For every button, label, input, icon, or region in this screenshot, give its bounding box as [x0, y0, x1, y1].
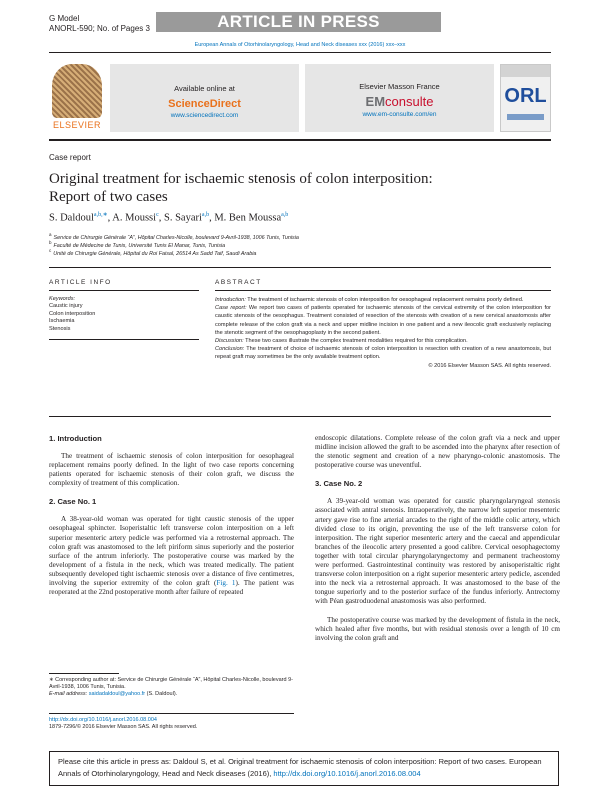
- abstract-body: [215, 296, 551, 370]
- sciencedirect-link[interactable]: www.sciencedirect.com: [170, 112, 239, 119]
- em-consulte-logo: [305, 94, 494, 109]
- doi-link[interactable]: http://dx.doi.org/10.1016/j.anorl.2016.08.004: [49, 717, 157, 723]
- elsevier-tree-icon: [52, 64, 102, 118]
- author-list: [49, 211, 288, 224]
- author-separator: ,: [158, 212, 164, 224]
- email-link[interactable]: saidadaldoul@yahoo.fr: [88, 691, 146, 697]
- abstract-introduction-label: Introduction:: [215, 297, 246, 303]
- section-case1-title: 2. Case No. 1: [49, 497, 97, 507]
- author-4[interactable]: M. Ben Moussa: [214, 212, 282, 224]
- consulte-logo-part: consulte: [385, 94, 434, 109]
- affiliation-a-text: Service de Chirurgie Générale “A”, Hôpital Charles-Nicolle, boulevard 9-Avril-1938, 1006 Tunis, Tunisia: [53, 234, 299, 241]
- elsevier-wordmark: ELSEVIER: [52, 120, 102, 130]
- model-label: G Model: [49, 14, 80, 23]
- sciencedirect-logo: ScienceDirect: [168, 98, 241, 110]
- author-3[interactable]: S. Sayari: [163, 212, 202, 224]
- corresponding-author-footnote: [49, 677, 294, 698]
- sciencedirect-box: [110, 64, 299, 132]
- case1-text-a: A 38-year-old woman was operated for tight caustic stenosis of the upper oesophageal sphincter. Isoperistaltic left transverse colon interposition on a left superior mesenteric artery pedicle was performed via a retrosternal approach. The colon graft was anastomosed to the left piriform sinus superiorly and the posterior surface of the antrum inferiorly. The postoperative course was marked by the development of a fistula in the neck, which was treated medically. The patient subsequently developed tight ischaemic stenosis over a distance of five centimetres, involving the superior extremity of the colon graft (: [49, 515, 294, 588]
- abstract-conclusion-text: The treatment of choice of ischaemic stenosis of colon interposition is resection with creation of a new anastomosis, but repeat graft may sometimes be the only available treatment option.: [215, 346, 552, 361]
- author-4-affil[interactable]: a,b: [281, 212, 289, 218]
- case1-continuation: endoscopic dilatations. Complete release of the colon graft via a neck and upper midline incision allowed the graft to be ascended into the pharynx after resection of the stenotic segment and creation of a new pharyngo-colonic anastomosis. The postoperative course was uneventful.: [315, 434, 560, 470]
- title-line-2: Report of two cases: [49, 189, 168, 205]
- case2-paragraph-2: The postoperative course was marked by the development of fistula in the neck, which healed after five months, but with residual stenosis over a length of 10 cm involving the colon graft and: [315, 615, 560, 642]
- abstract-top-rule: [215, 290, 551, 291]
- orl-logo: ORL: [504, 85, 547, 107]
- abstract-bottom-rule: [49, 416, 551, 417]
- em-logo-part: EM: [365, 94, 386, 109]
- keyword-1: Caustic injury: [49, 303, 83, 310]
- em-consulte-link[interactable]: www.em-consulte.com/en: [362, 111, 437, 118]
- abstract-case-report-label: Case report:: [215, 305, 247, 312]
- manuscript-meta: [49, 14, 150, 34]
- affiliation-b-text: Faculté de Médecine de Tunis, Université Tunis El Manar, Tunis, Tunisia: [53, 242, 226, 249]
- abstract-conclusion-label: Conclusion:: [215, 346, 245, 353]
- email-line: [49, 691, 294, 698]
- publisher-name: Elsevier Masson France: [359, 82, 440, 91]
- citation-doi-link[interactable]: http://dx.doi.org/10.1016/j.anorl.2016.08.004: [273, 769, 421, 778]
- author-separator: ,: [107, 212, 113, 224]
- masthead-rule: [49, 139, 551, 141]
- keyword-3: Ischaemia: [49, 318, 75, 325]
- keywords-block: [49, 296, 199, 333]
- case2-paragraph-1: A 39-year-old woman was operated for caustic pharyngolaryngeal stenosis associated with antral stenosis. Intraoperatively, the narrow left superior mesenteric artery gave rise to fine arterial arcades to the right of the middle colic artery, which divided close to its origin, preventing the use of the left transverse colon for interposition. The right superior mesenteric artery and the caecal and appendicular branches of the ileocolic artery presented a good calibre. Cervical oesophagectomy together with total circular pharyngolaryngectomy and permanent tracheostomy were performed. Gastrointestinal continuity was restored by anisoperistaltic right transverse colon interposition on a right superior mesenteric artery pedicle, ascended into the neck via a retrosternal approach. It was anastomosed to the base of the tongue superiorly and to the posterior surface of the fundus inferiorly. Antrectomy with Péan gastroduodenal anastomosis was also performed.: [315, 497, 560, 606]
- cover-bar: [507, 114, 544, 120]
- author-separator: ,: [209, 212, 215, 224]
- keyword-2: Colon interposition: [49, 310, 96, 317]
- keywords-label: Keywords:: [49, 296, 76, 302]
- introduction-paragraph: The treatment of ischaemic stenosis of colon interposition for oesophageal replacement remains poorly defined. In the light of two case reports concerning patients operated for ischaemic stenosis of their colon graft, we discuss the complexity of treatment of this complication.: [49, 452, 294, 488]
- doi-block: [49, 717, 294, 731]
- manuscript-id-line: [49, 24, 150, 34]
- case1-text-b: ). The patient was reoperated at the 22nd postoperative month after failure of repeated: [49, 579, 294, 597]
- article-in-press-banner: ARTICLE IN PRESS: [156, 12, 441, 32]
- title-line-1: Original treatment for ischaemic stenosis of colon interposition:: [49, 171, 433, 187]
- citation-box: [49, 751, 559, 786]
- author-1[interactable]: S. Daldoul: [49, 212, 94, 224]
- abstract-case-report: [215, 304, 551, 337]
- journal-cover-thumbnail: [500, 64, 551, 132]
- cover-header: [501, 65, 550, 77]
- doi-rule: [49, 713, 294, 714]
- email-suffix: (S. Daldoul).: [146, 691, 178, 697]
- page-count: No. of Pages 3: [97, 24, 150, 33]
- abstract-discussion: [215, 337, 551, 345]
- abstract-discussion-label: Discussion:: [215, 338, 244, 345]
- author-2-affil[interactable]: c: [156, 212, 159, 218]
- figure-1-link[interactable]: Fig. 1: [216, 579, 236, 588]
- abstract-case-report-text: We report two cases of patients operated for ischaemic stenosis of the cervical extremity of the colon interposition for caustic stenosis of the oesophagus. Treatment consisted of resection of the stenosis with creation of a new cervical anastomosis after complete release of the colon graft via a neck and upper midline incision in one patient and a new ileocolic graft exclusively replacing the stenotic segment of the oesophagoplasty in the second patient.: [215, 305, 552, 336]
- citation-text: Please cite this article in press as: Daldoul S, et al. Original treatment for ischaemic stenosis of colon interposition: Report of two cases. European Annals of Otorhinolaryngology, Head and Neck diseases (2016),: [58, 757, 542, 778]
- journal-reference-link[interactable]: European Annals of Otorhinolaryngology, Head and Neck diseases xxx (2016) xxx–xxx: [194, 42, 406, 48]
- affiliation-a-sup: a: [49, 232, 52, 237]
- keywords-rule: [49, 339, 199, 340]
- section-case2-title: 3. Case No. 2: [315, 479, 363, 489]
- article-type: Case report: [49, 153, 91, 162]
- manuscript-id: ANORL-590;: [49, 24, 95, 33]
- author-1-affil[interactable]: a,b,∗: [93, 212, 108, 218]
- header-rule: [49, 52, 551, 53]
- keyword-4: Stenosis: [49, 325, 71, 332]
- body-column-left: [49, 434, 294, 606]
- abstract-discussion-text: These two cases illustrate the complex treatment modalities required for this complication.: [245, 338, 468, 345]
- elsevier-logo: [49, 64, 105, 132]
- header-bottom-rule: [49, 267, 551, 268]
- available-online-label: Available online at: [174, 84, 235, 93]
- affiliation-c: [49, 247, 256, 258]
- abstract-copyright: © 2016 Elsevier Masson SAS. All rights reserved.: [428, 362, 551, 369]
- affiliation-c-text: Unité de Chirurgie Générale, Hôpital du Roi Faisal, 26514 As Sadd Taif, Saudi Arabia: [53, 250, 257, 257]
- body-column-right: [315, 434, 560, 652]
- article-info-heading: ARTICLE INFO: [49, 279, 112, 286]
- abstract-heading: ABSTRACT: [215, 279, 262, 286]
- article-info-rule: [49, 290, 199, 291]
- issn-line: 1879-7296/© 2016 Elsevier Masson SAS. All rights reserved.: [49, 724, 198, 730]
- author-2[interactable]: A. Moussi: [112, 212, 157, 224]
- abstract-introduction: [215, 296, 551, 304]
- abstract-conclusion: [215, 345, 551, 361]
- email-label: E-mail address:: [49, 691, 88, 697]
- article-title: [49, 170, 519, 206]
- case1-paragraph: [49, 515, 294, 597]
- affiliation-c-sup: c: [49, 248, 52, 253]
- affiliation-b-sup: b: [49, 240, 52, 245]
- em-consulte-box: [305, 64, 494, 132]
- corresponding-text: ∗ Corresponding author at: Service de Chirurgie Générale “A”, Hôpital Charles-Nicolle, boulevard 9-Avril-1938, 1006 Tunis, Tunisia.: [49, 677, 293, 690]
- author-3-affil[interactable]: a,b: [201, 212, 210, 218]
- footnote-rule: [49, 673, 119, 674]
- section-introduction-title: 1. Introduction: [49, 434, 102, 443]
- abstract-introduction-text: The treatment of ischaemic stenosis of colon interposition for oesophageal replacement remains poorly defined.: [247, 297, 524, 303]
